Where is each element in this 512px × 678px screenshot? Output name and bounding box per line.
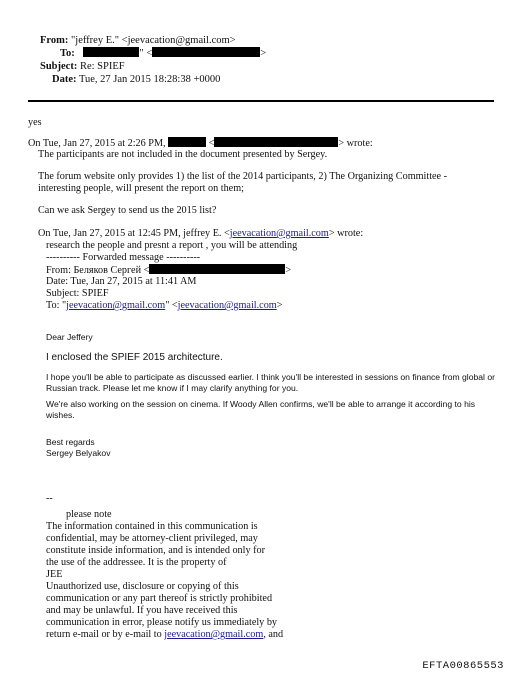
- fwd-to-prefix: To: ": [46, 300, 67, 311]
- letter-signature: Sergey Belyakov: [46, 448, 111, 458]
- disclaimer-line: the use of the addressee. It is the property of: [46, 557, 227, 568]
- signature-dashes: --: [46, 493, 53, 504]
- reply-text: yes: [28, 117, 42, 128]
- from-line: [40, 34, 236, 47]
- from-value: "jeffrey E." <jeevacation@gmail.com>: [71, 35, 236, 46]
- quote1-lt: <: [208, 138, 215, 149]
- quote1-prefix: On Tue, Jan 27, 2015 at 2:26 PM,: [28, 138, 166, 149]
- fwd-to-line: [46, 300, 282, 313]
- header-divider: [28, 100, 494, 102]
- redaction-bar: [83, 47, 139, 57]
- fwd-to-mid: " <: [165, 300, 178, 311]
- disclaimer-line: communication in error, please notify us immediately by: [46, 617, 278, 628]
- letter-greeting: Dear Jeffery: [46, 332, 93, 342]
- quote2-wrote: > wrote:: [328, 228, 364, 239]
- from-label: From:: [40, 35, 69, 46]
- email-link[interactable]: jeevacation@gmail.com: [229, 228, 329, 239]
- date-label: Date:: [52, 74, 77, 85]
- quote2-prefix: On Tue, Jan 27, 2015 at 12:45 PM, jeffrey E. <: [38, 228, 230, 239]
- disclaimer-note: please note: [66, 509, 112, 520]
- redaction-bar: [152, 47, 260, 57]
- to-close: >: [260, 48, 267, 59]
- letter-paragraph: Russian track. Please let me know if I may clarify anything for you.: [46, 383, 299, 393]
- email-link[interactable]: jeevacation@gmail.com: [66, 300, 166, 311]
- date-value: Tue, 27 Jan 2015 18:28:38 +0000: [78, 74, 221, 85]
- quote2-attribution: [38, 228, 363, 241]
- disclaimer-line: JEE: [46, 569, 63, 580]
- body-line: research the people and presnt a report , you will be attending: [46, 240, 298, 251]
- letter-paragraph: We're also working on the session on cinema. If Woody Allen confirms, we'll be able to arrange it according to his: [46, 399, 476, 409]
- email-link[interactable]: jeevacation@gmail.com: [177, 300, 277, 311]
- fwd-to-close: >: [276, 300, 283, 311]
- letter-enclosed: I enclosed the SPIEF 2015 architecture.: [46, 352, 223, 363]
- disclaimer-line: [46, 629, 283, 642]
- subject-value: Re: SPIEF: [79, 61, 125, 72]
- date-line: [52, 73, 220, 86]
- subject-label: Subject:: [40, 61, 78, 72]
- redaction-bar: [168, 137, 206, 147]
- disclaimer-line: The information contained in this communication is: [46, 521, 258, 532]
- fwd-date: Date: Tue, Jan 27, 2015 at 11:41 AM: [46, 276, 197, 287]
- fwd-subject: Subject: SPIEF: [46, 288, 109, 299]
- letter-paragraph: wishes.: [46, 410, 75, 420]
- to-separator: " <: [139, 48, 153, 59]
- body-line: Can we ask Sergey to send us the 2015 list?: [38, 205, 217, 216]
- fwd-from-close: >: [285, 265, 292, 276]
- disclaimer-line: confidential, may be attorney-client privileged, may: [46, 533, 258, 544]
- to-line: [60, 47, 266, 60]
- disclaimer-prefix: return e-mail or by e-mail to: [46, 629, 162, 640]
- forwarded-header: ---------- Forwarded message ----------: [46, 252, 201, 263]
- disclaimer-line: constitute inside information, and is intended only for: [46, 545, 265, 556]
- disclaimer-line: Unauthorized use, disclosure or copying of this: [46, 581, 239, 592]
- redaction-bar: [214, 137, 338, 147]
- email-link[interactable]: jeevacation@gmail.com: [164, 629, 264, 640]
- disclaimer-line: and may be unlawful. If you have received this: [46, 605, 238, 616]
- body-line: interesting people, will present the report on them;: [38, 183, 244, 194]
- letter-paragraph: I hope you'll be able to participate as discussed earlier. I think you'll be interested in sessions on finance from global or: [46, 372, 495, 382]
- subject-line: [40, 60, 125, 73]
- fwd-from: From: Беляков Сергей <: [46, 265, 150, 276]
- disclaimer-line: communication or any part thereof is strictly prohibited: [46, 593, 273, 604]
- quote1-wrote: > wrote:: [338, 138, 373, 149]
- to-label: To:: [60, 48, 75, 59]
- document-id: EFTA00865553: [422, 660, 504, 672]
- body-line: The participants are not included in the document presented by Sergey.: [38, 149, 328, 160]
- redaction-bar: [149, 264, 285, 274]
- body-line: The forum website only provides 1) the list of the 2014 participants, 2) The Organizing Committee -: [38, 171, 448, 182]
- letter-regards: Best regards: [46, 437, 95, 447]
- disclaimer-suffix: , and: [263, 629, 284, 640]
